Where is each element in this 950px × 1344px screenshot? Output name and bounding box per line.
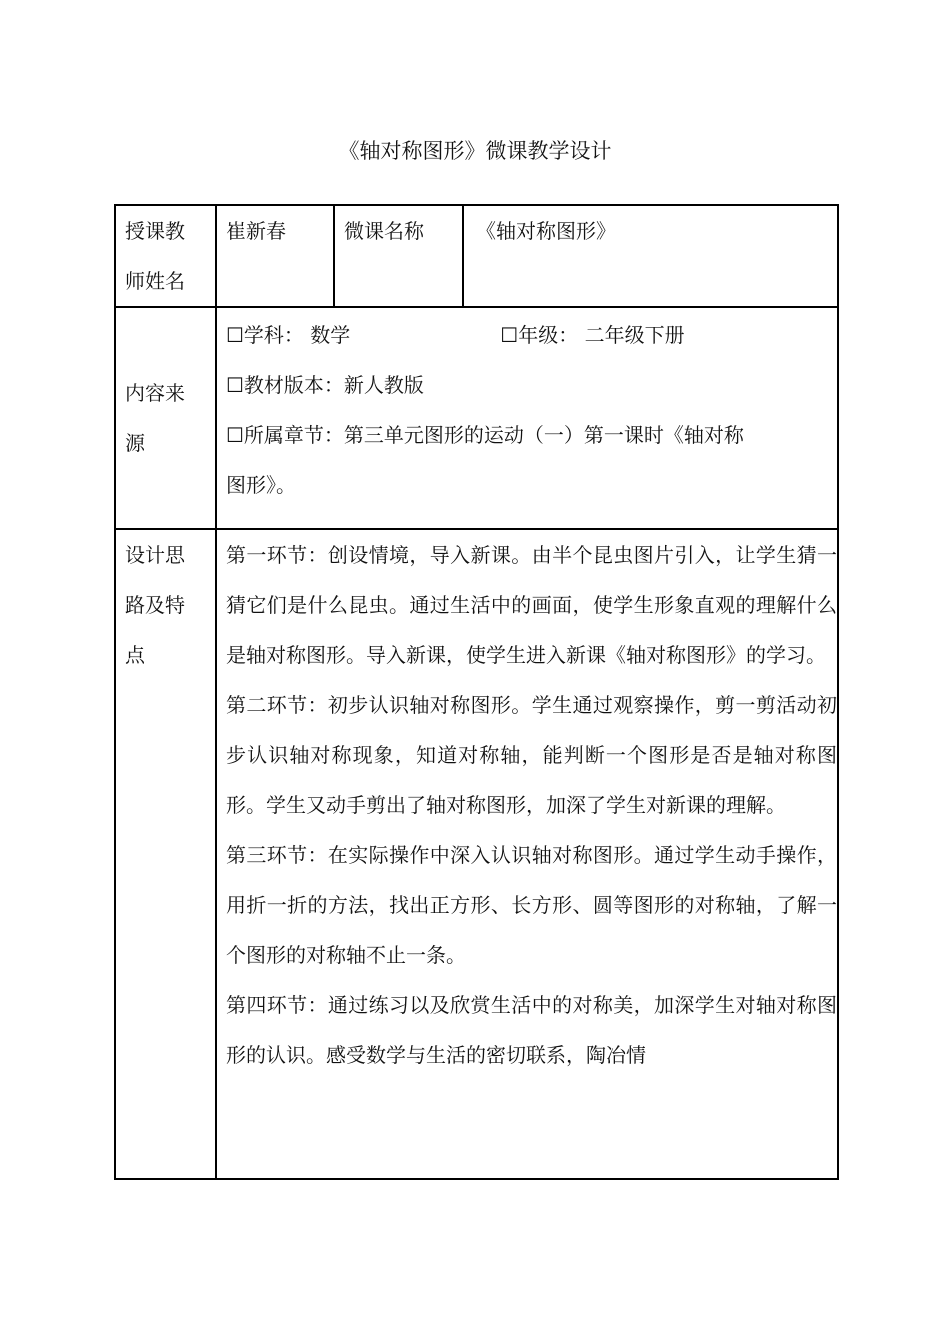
teacher-name-cell xyxy=(216,205,334,307)
subject-grade-line xyxy=(226,310,837,360)
teacher-label-cell xyxy=(115,205,216,307)
source-label-cell xyxy=(115,307,216,529)
design-label-line-3: 点 xyxy=(125,643,145,667)
teacher-label-line-2: 师姓名 xyxy=(125,269,185,293)
design-label-line-2: 路及特 xyxy=(125,593,185,617)
source-label-line-2: 源 xyxy=(125,431,145,455)
chapter-field-line-2: 图形》。 xyxy=(226,473,296,497)
design-label-cell xyxy=(115,529,216,1179)
document-title: 《轴对称图形》微课教学设计 xyxy=(338,139,612,163)
course-name: 《轴对称图形》 xyxy=(476,219,616,243)
subject-field: ☐学科： 数学 xyxy=(226,323,351,347)
design-label-line-1: 设计思 xyxy=(125,543,185,567)
design-paragraph-3: 第三环节：在实际操作中深入认识轴对称图形。通过学生动手操作，用折一折的方法，找出正方形、长方形、圆等图形的对称轴，了解一个图形的对称轴不止一条。 xyxy=(226,843,837,967)
textbook-field: ☐教材版本：新人教版 xyxy=(226,373,424,397)
lesson-plan-table xyxy=(114,204,839,1180)
teacher-row xyxy=(115,205,838,307)
course-name-cell xyxy=(463,205,838,307)
course-label: 微课名称 xyxy=(344,219,424,243)
chapter-field-line-1: ☐所属章节：第三单元图形的运动（一）第一课时《轴对称 xyxy=(226,423,744,447)
design-paragraph-1: 第一环节：创设情境，导入新课。由半个昆虫图片引入，让学生猜一猜它们是什么昆虫。通过生活中的画面，使学生形象直观的理解什么是轴对称图形。导入新课，使学生进入新课《轴对称图形》的学习。 xyxy=(226,543,837,667)
source-label-line-1: 内容来 xyxy=(125,381,185,405)
design-content-cell xyxy=(216,529,838,1179)
teacher-label-line-1: 授课教 xyxy=(125,219,185,243)
teacher-name: 崔新春 xyxy=(226,219,286,243)
course-label-cell xyxy=(334,205,463,307)
design-row xyxy=(115,529,838,1179)
design-paragraph-4: 第四环节：通过练习以及欣赏生活中的对称美，加深学生对轴对称图形的认识。感受数学与生活的密切联系，陶冶情 xyxy=(226,993,837,1067)
source-content-cell xyxy=(216,307,838,529)
content-source-row xyxy=(115,307,838,529)
grade-field: ☐年级： 二年级下册 xyxy=(500,323,685,347)
design-paragraph-2: 第二环节：初步认识轴对称图形。学生通过观察操作，剪一剪活动初步认识轴对称现象，知道对称轴，能判断一个图形是否是轴对称图形。学生又动手剪出了轴对称图形，加深了学生对新课的理解。 xyxy=(226,693,837,817)
